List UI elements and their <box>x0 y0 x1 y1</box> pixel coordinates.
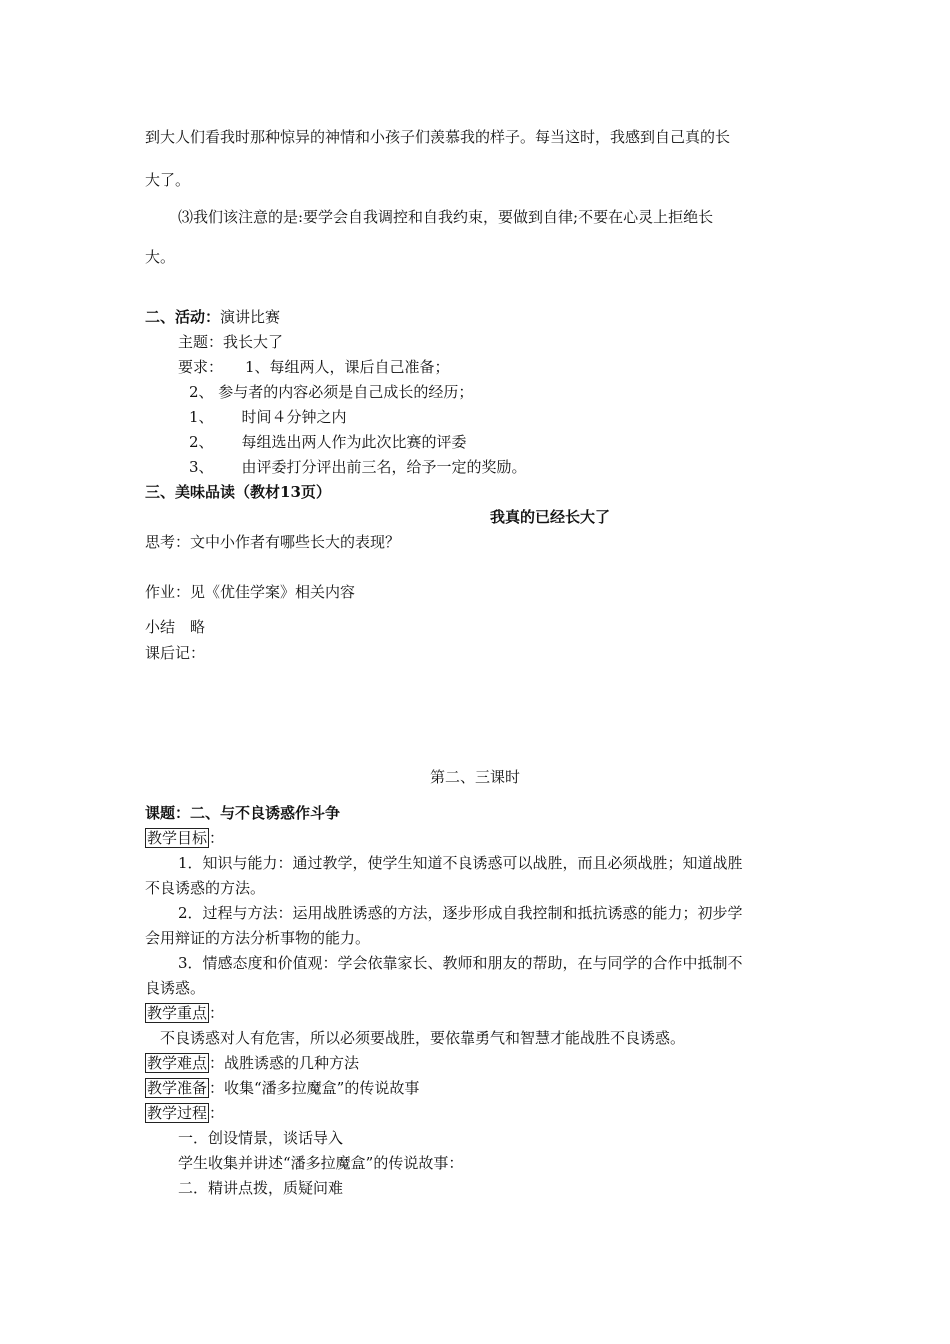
goal-line: 良诱惑。 <box>145 979 206 997</box>
requirement-item: 2、 参与者的内容必须是自己成长的经历； <box>189 383 474 401</box>
paragraph-line: ⑶我们该注意的是:要学会自我调控和自我约束，要做到自律;不要在心灵上拒绝长 <box>178 208 714 226</box>
requirement-item: 1、每组两人，课后自己准备； <box>245 358 450 376</box>
requirement-item <box>189 407 347 427</box>
requirement-number: 2、 <box>189 433 214 451</box>
requirement-text: 每组选出两人作为此次比赛的评委 <box>241 433 467 451</box>
goal-label: 教学目标 <box>147 829 208 847</box>
goal-line: 3．情感态度和价值观：学会依靠家长、教师和朋友的帮助，在与同学的合作中抵制不 <box>178 954 743 972</box>
requirement-item <box>189 457 527 477</box>
lesson-topic: 课题：二、与不良诱惑作斗争 <box>145 804 341 822</box>
requirement-number: 1、 <box>189 408 214 426</box>
key-point-heading <box>145 1003 224 1023</box>
paragraph-line: 到大人们看我时那种惊异的神情和小孩子们羡慕我的样子。每当这时，我感到自己真的长 <box>145 128 731 146</box>
activity-heading-label: 二、活动： <box>145 308 221 326</box>
colon: ： <box>209 1004 225 1022</box>
colon: ： <box>209 829 225 847</box>
requirement-item <box>189 432 467 452</box>
goal-line: 会用辩证的方法分析事物的能力。 <box>145 929 371 947</box>
preparation-line <box>145 1078 419 1098</box>
goal-line: 不良诱惑的方法。 <box>145 879 266 897</box>
after-class-note: 课后记： <box>145 644 206 662</box>
requirement-number: 3、 <box>189 458 214 476</box>
requirement-text: 由评委打分评出前三名，给予一定的奖励。 <box>241 458 527 476</box>
paragraph-line: 大。 <box>145 248 176 266</box>
activity-requirements <box>178 357 450 377</box>
activity-heading <box>145 307 280 327</box>
preparation-text: ：收集“潘多拉魔盒”的传说故事 <box>209 1079 420 1097</box>
difficulty-text: ：战胜诱惑的几种方法 <box>209 1054 360 1072</box>
process-step: 二．精讲点拨，质疑问难 <box>178 1179 344 1197</box>
process-step: 一．创设情景，谈话导入 <box>178 1129 344 1147</box>
difficulty-line <box>145 1053 359 1073</box>
key-point-label: 教学重点 <box>147 1004 208 1022</box>
goal-line: 1．知识与能力：通过教学，使学生知道不良诱惑可以战胜，而且必须战胜；知道战胜 <box>178 854 743 872</box>
goal-heading <box>145 828 224 848</box>
process-heading <box>145 1103 224 1123</box>
paragraph-line: 大了。 <box>145 171 191 189</box>
requirement-label: 要求： <box>178 358 224 376</box>
colon: ： <box>209 1104 225 1122</box>
difficulty-label: 教学难点 <box>147 1054 208 1072</box>
period-heading: 第二、三课时 <box>429 768 520 786</box>
activity-topic: 主题：我长大了 <box>178 333 284 351</box>
key-point-text: 不良诱惑对人有危害，所以必须要战胜，要依靠勇气和智慧才能战胜不良诱惑。 <box>160 1029 686 1047</box>
reading-title: 我真的已经长大了 <box>489 508 610 526</box>
summary-line: 小结 略 <box>145 618 206 636</box>
homework-line: 作业：见《优佳学案》相关内容 <box>145 583 356 601</box>
process-label: 教学过程 <box>147 1104 208 1122</box>
goal-line: 2．过程与方法：运用战胜诱惑的方法，逐步形成自我控制和抵抗诱惑的能力；初步学 <box>178 904 743 922</box>
process-step-text: 学生收集并讲述“潘多拉魔盒”的传说故事： <box>178 1154 464 1172</box>
reading-heading: 三、美味品读（教材13页） <box>145 483 331 501</box>
preparation-label: 教学准备 <box>147 1079 208 1097</box>
requirement-text: 时间４分钟之内 <box>241 408 347 426</box>
activity-heading-text: 演讲比赛 <box>220 308 281 326</box>
reading-question: 思考：文中小作者有哪些长大的表现？ <box>145 533 401 551</box>
